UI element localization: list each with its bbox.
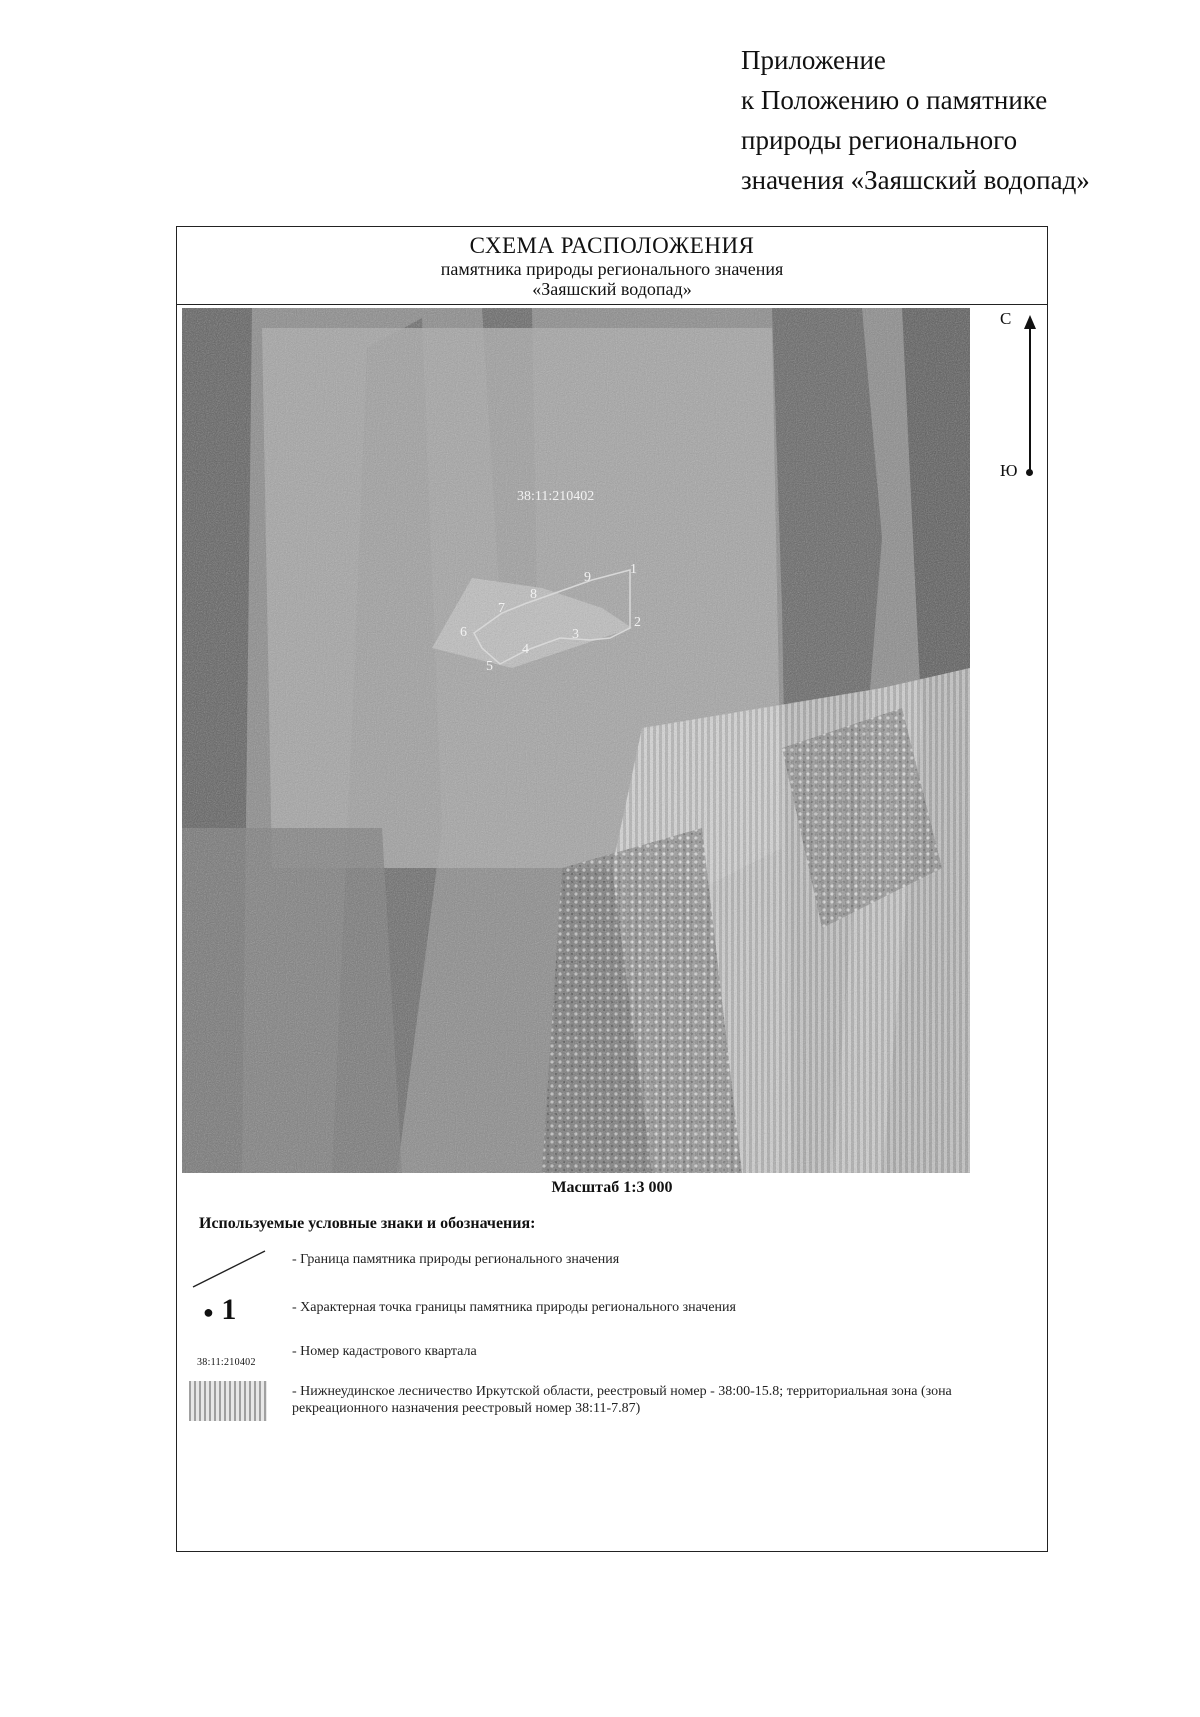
map-sheet-frame	[176, 226, 1048, 1552]
boundary-point-label: 7	[498, 601, 505, 616]
south-dot-icon	[1026, 469, 1033, 476]
legend-text: - Номер кадастрового квартала	[292, 1344, 477, 1359]
boundary-point-label: 1	[630, 562, 637, 577]
map-title: СХЕМА РАСПОЛОЖЕНИЯ	[469, 233, 755, 258]
legend-text: - Граница памятника природы регионального значения	[292, 1252, 620, 1267]
satellite-imagery	[182, 308, 970, 1173]
north-label: С	[1000, 309, 1012, 328]
cadastral-number-sample: 38:11:210402	[197, 1357, 256, 1368]
satellite-map[interactable]	[182, 308, 970, 1173]
hatched-zone-icon	[189, 1381, 267, 1421]
appendix-line: к Положению о памятнике	[741, 85, 1048, 115]
boundary-point-label: 9	[584, 570, 591, 585]
appendix-line: значения «Заяшский водопад»	[741, 165, 1090, 195]
appendix-heading	[741, 40, 1161, 200]
boundary-point-label: 2	[634, 615, 641, 630]
boundary-point-label: 5	[486, 659, 493, 674]
appendix-line: природы регионального	[741, 125, 1018, 155]
north-arrow	[997, 309, 1045, 489]
boundary-point-label: 4	[522, 642, 529, 657]
boundary-line-icon	[189, 1247, 269, 1296]
boundary-point-label: 8	[530, 587, 537, 602]
characteristic-point-icon: ● 1	[203, 1293, 237, 1326]
north-arrow-shaft	[1029, 323, 1031, 473]
legend-text: - Характерная точка границы памятника природы регионального значения	[292, 1300, 736, 1315]
point-symbol-number: 1	[221, 1293, 237, 1326]
map-subtitle-line2: «Заяшский водопад»	[532, 279, 692, 299]
appendix-line: Приложение	[741, 45, 886, 75]
boundary-point-label: 3	[572, 627, 579, 642]
cadastral-quarter-label: 38:11:210402	[517, 489, 595, 504]
map-scale: Масштаб 1:3 000	[551, 1179, 673, 1196]
boundary-point-label: 6	[460, 625, 467, 640]
legend-text: - Нижнеудинское лесничество Иркутской области, реестровый номер - 38:00-15.8; территориальная зона (зона рекреационного назначения реестровый номер 38:11-7.87)	[292, 1384, 952, 1416]
map-title-block	[177, 227, 1047, 305]
south-label: Ю	[1000, 461, 1018, 480]
legend-title: Используемые условные знаки и обозначения:	[199, 1215, 536, 1232]
map-subtitle-line1: памятника природы регионального значения	[440, 259, 784, 279]
